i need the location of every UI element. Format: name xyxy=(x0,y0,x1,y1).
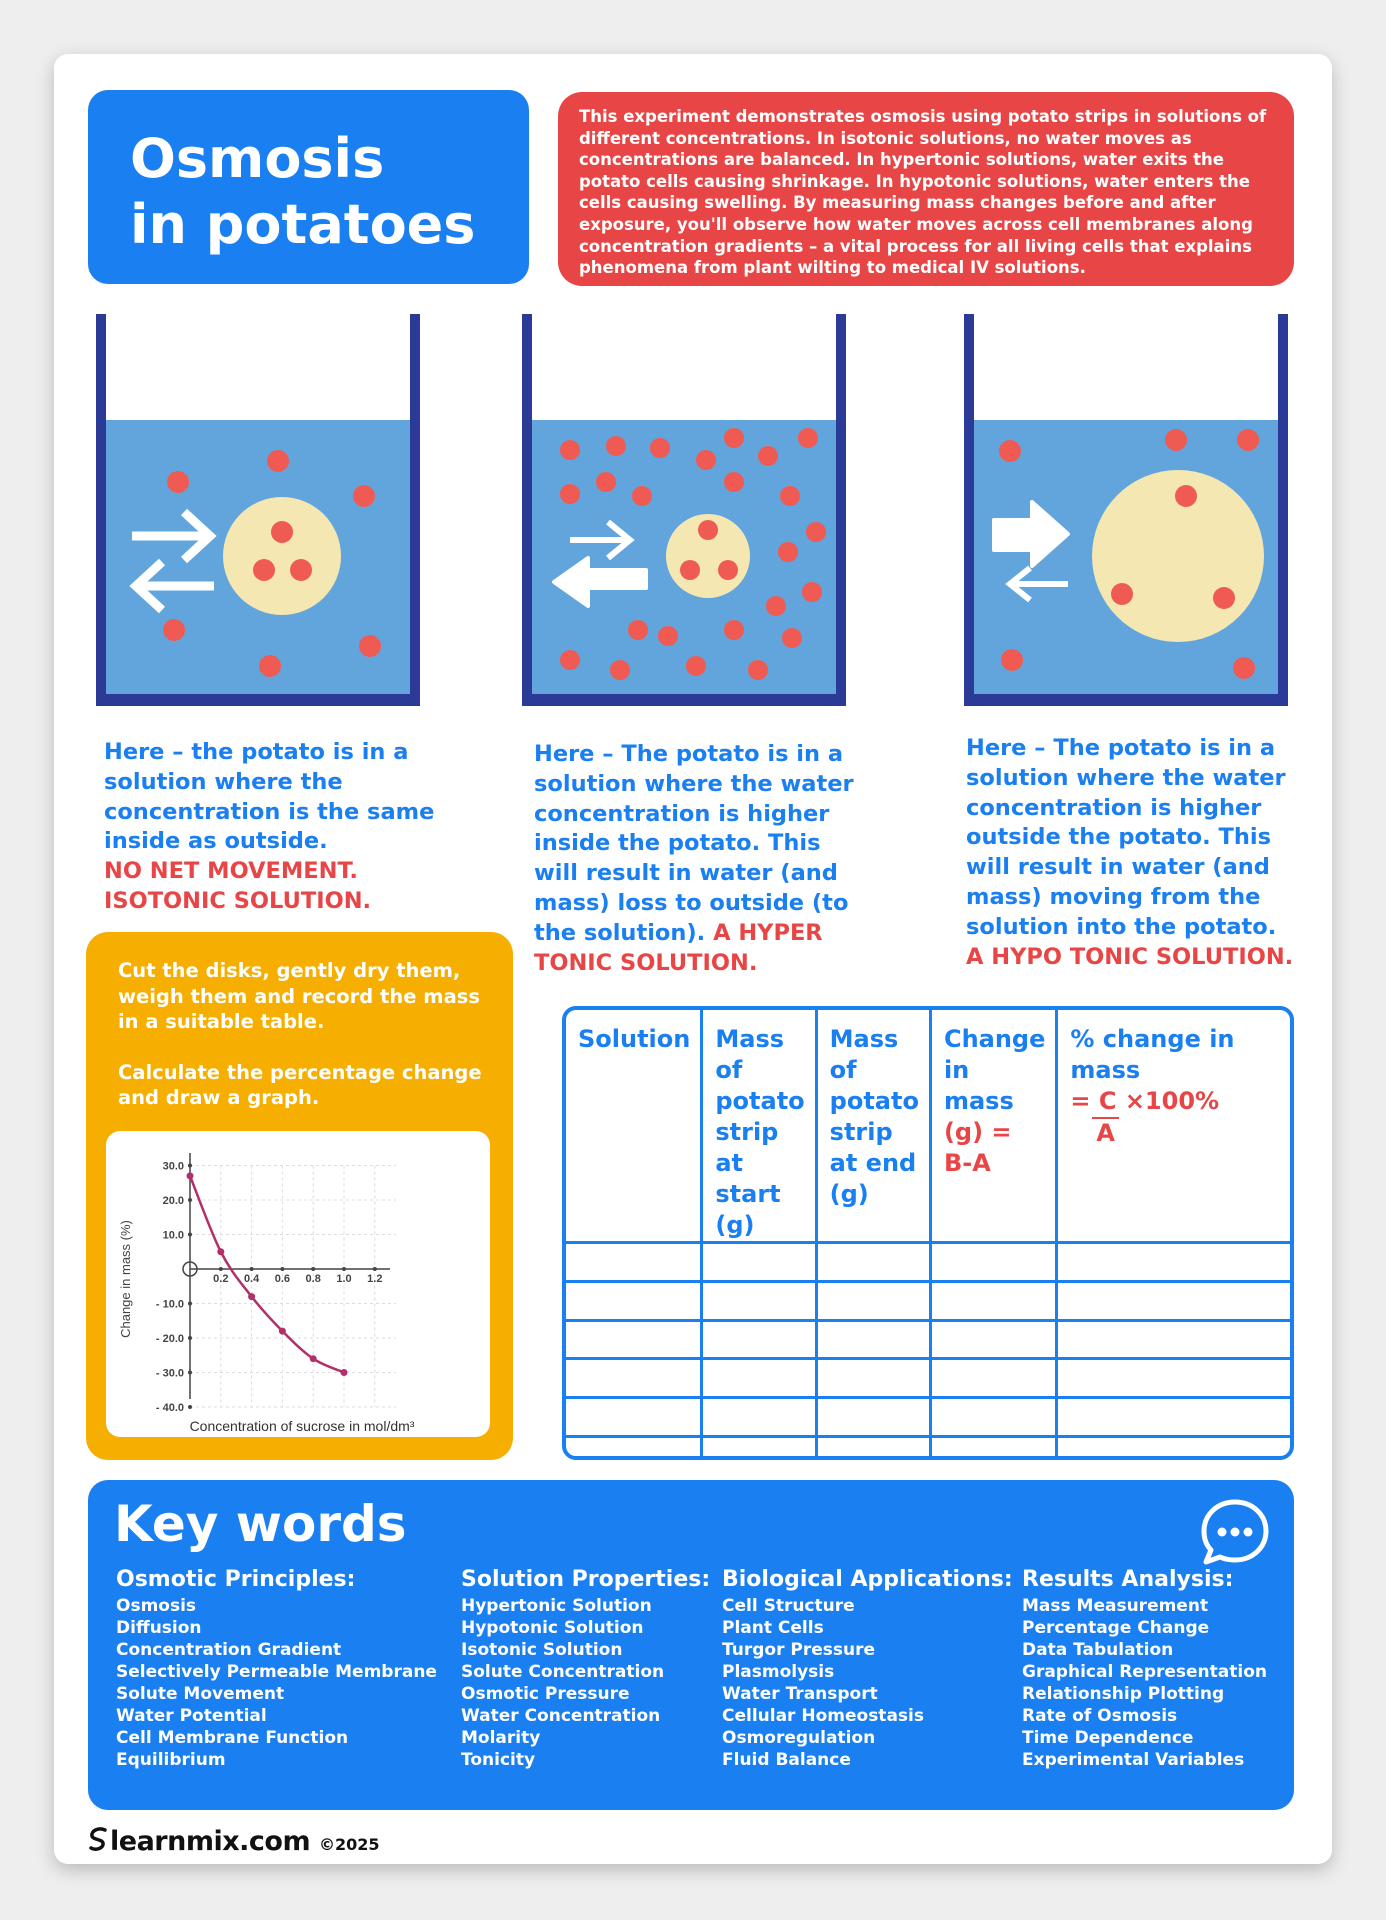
y-tick-label: 20.0 xyxy=(162,1195,184,1207)
caption-hypotonic-text: Here – The potato is in a solution where the water concentration is higher outside the potato. This will result in water (and mass) moving from the solution into the potato. xyxy=(966,735,1286,940)
x-tick-mark xyxy=(373,1267,377,1271)
y-tick-label: - 30.0 xyxy=(155,1367,184,1380)
copyright-text: ©2025 xyxy=(318,1835,380,1854)
x-tick-label: 1.2 xyxy=(367,1273,383,1285)
caption-isotonic-label: ISOTONIC SOLUTION. xyxy=(104,887,372,914)
column-title: Osmotic Principles: xyxy=(116,1567,356,1592)
keyword-item: Turgor Pressure xyxy=(722,1640,875,1660)
caption-isotonic-no-net: NO NET MOVEMENT. xyxy=(104,858,358,885)
y-tick-mark xyxy=(188,1233,192,1237)
keywords-column-biological xyxy=(722,1566,1013,1771)
header-solution xyxy=(566,1010,702,1243)
data-point xyxy=(217,1248,224,1255)
x-tick-label: 0.2 xyxy=(213,1273,229,1285)
caption-isotonic-text: Here – the potato is in a solution where the concentration is the same inside as outside. xyxy=(104,739,435,855)
caption-hypotonic-label: A HYPO TONIC SOLUTION. xyxy=(966,943,1294,970)
intro-box xyxy=(558,92,1294,286)
keyword-item: Concentration Gradient xyxy=(116,1640,342,1660)
graph-card xyxy=(106,1131,490,1437)
beaker-hypertonic-diagram xyxy=(522,314,846,706)
brand-name: learnmix.com xyxy=(110,1826,311,1857)
y-tick-label: 10.0 xyxy=(162,1229,184,1242)
keyword-item: Water Concentration xyxy=(461,1706,661,1726)
header-change-label: Change in mass xyxy=(943,1025,1046,1115)
table-row xyxy=(566,1398,1290,1437)
mass-change-chart xyxy=(106,1131,490,1437)
y-tick-labels xyxy=(156,1161,192,1415)
keyword-item: Percentage Change xyxy=(1022,1618,1210,1638)
header-mass-end xyxy=(816,1010,930,1243)
caption-hypotonic xyxy=(966,734,1306,972)
table-row xyxy=(566,1320,1290,1359)
keyword-item: Hypotonic Solution xyxy=(461,1618,644,1638)
keyword-item: Cell Membrane Function xyxy=(116,1728,349,1748)
y-tick-mark xyxy=(188,1405,192,1409)
header-percent-formula: = C ×100% xyxy=(1070,1087,1220,1115)
y-tick-label: - 40.0 xyxy=(155,1402,184,1414)
data-point xyxy=(187,1172,194,1179)
instructions-box xyxy=(86,932,513,1460)
table-header-row xyxy=(566,1010,1290,1243)
keyword-item: Hypertonic Solution xyxy=(461,1596,652,1616)
results-table xyxy=(562,1006,1294,1460)
table-row xyxy=(566,1281,1290,1320)
header-mass-end-label: Mass of potato strip at end (g) xyxy=(829,1025,919,1208)
column-title: Results Analysis: xyxy=(1022,1567,1234,1592)
header-change-in-mass xyxy=(930,1010,1056,1243)
keywords-column-solution xyxy=(461,1566,710,1771)
beaker-hypotonic-diagram xyxy=(964,314,1288,706)
y-tick-mark xyxy=(188,1371,192,1375)
caption-hypertonic-text: Here – The potato is in a solution where the water concentration is higher inside the potato. This will result in water (and mass) loss to outside (to the solution). xyxy=(534,741,854,946)
intro-text: This experiment demonstrates osmosis using potato strips in solutions of different concentrations. In isotonic solutions, no water moves as concentrations are balanced. In hypertonic solutions, water exits the potato cells causing shrinkage. In hypotonic solutions, water enters the cells causing swelling. By measuring mass changes before and after exposure, you'll observe how water moves across cell membranes along concentration gradients – a vital process for all living cells that explains phenomena from plant wilting to medical IV solutions. xyxy=(579,107,1267,278)
caption-hypertonic xyxy=(534,740,864,978)
speech-bubble-icon xyxy=(1200,1498,1270,1566)
table-row xyxy=(566,1437,1290,1456)
key-words-heading: Key words xyxy=(114,1495,407,1553)
instructions-step-2: Calculate the percentage change and draw a graph. xyxy=(118,1060,482,1110)
y-tick-mark xyxy=(188,1336,192,1340)
chart-grid xyxy=(190,1166,396,1408)
data-point xyxy=(341,1369,348,1376)
data-point xyxy=(248,1293,255,1300)
y-tick-label: 30.0 xyxy=(162,1160,184,1173)
y-tick-label: - 20.0 xyxy=(155,1333,184,1345)
key-words-panel xyxy=(88,1480,1294,1810)
keyword-item: Isotonic Solution xyxy=(461,1640,623,1660)
data-points xyxy=(187,1172,348,1376)
keyword-item: Data Tabulation xyxy=(1022,1640,1174,1660)
y-axis-label: Change in mass (%) xyxy=(118,1220,133,1338)
keyword-item: Solute Concentration xyxy=(461,1662,665,1682)
header-percent-denominator: A xyxy=(1092,1117,1119,1147)
keyword-item: Equilibrium xyxy=(116,1750,226,1770)
x-tick-mark xyxy=(280,1267,284,1271)
keyword-item: Osmotic Pressure xyxy=(461,1684,630,1704)
keyword-item: Mass Measurement xyxy=(1022,1596,1209,1616)
potato-disk xyxy=(223,497,341,615)
keyword-item: Molarity xyxy=(461,1728,541,1748)
keyword-item: Tonicity xyxy=(461,1750,536,1770)
keyword-item: Graphical Representation xyxy=(1022,1662,1267,1682)
header-change-formula: (g) = B-A xyxy=(943,1118,1012,1177)
x-tick-mark xyxy=(219,1267,223,1271)
keywords-column-results xyxy=(1022,1566,1267,1771)
x-tick-mark xyxy=(342,1267,346,1271)
x-axis-label: Concentration of sucrose in mol/dm³ xyxy=(189,1418,415,1434)
page-title: Osmosis in potatoes xyxy=(130,127,476,256)
title-box xyxy=(88,90,529,284)
keyword-item: Water Transport xyxy=(722,1684,878,1704)
keyword-item: Relationship Plotting xyxy=(1022,1684,1225,1704)
x-tick-mark xyxy=(311,1267,315,1271)
keyword-item: Water Potential xyxy=(116,1706,267,1726)
caption-hypertonic-label: A HYPER TONIC SOLUTION. xyxy=(534,919,823,976)
x-tick-label: 1.0 xyxy=(336,1273,352,1285)
keyword-item: Experimental Variables xyxy=(1022,1750,1245,1770)
keyword-item: Time Dependence xyxy=(1022,1728,1194,1748)
y-tick-mark xyxy=(188,1302,192,1306)
instructions-step-1: Cut the disks, gently dry them, weigh them and record the mass in a suitable table. xyxy=(118,959,480,1034)
x-tick-label: 0.8 xyxy=(305,1273,321,1285)
keyword-item: Plant Cells xyxy=(722,1618,824,1638)
data-point xyxy=(310,1355,317,1362)
keywords-column-osmotic xyxy=(116,1566,437,1771)
y-tick-mark xyxy=(188,1164,192,1168)
keyword-item: Fluid Balance xyxy=(722,1750,851,1770)
keyword-item: Rate of Osmosis xyxy=(1022,1706,1178,1726)
column-title: Biological Applications: xyxy=(722,1567,1013,1592)
table-row xyxy=(566,1243,1290,1282)
table-row xyxy=(566,1359,1290,1398)
keyword-item: Plasmolysis xyxy=(722,1662,835,1682)
keyword-item: Cellular Homeostasis xyxy=(722,1706,924,1726)
keyword-item: Diffusion xyxy=(116,1618,202,1638)
x-tick-label: 0.6 xyxy=(274,1273,291,1285)
y-tick-label: - 10.0 xyxy=(155,1298,184,1311)
x-tick-mark xyxy=(250,1267,254,1271)
header-percent-label: % change in mass xyxy=(1070,1025,1235,1084)
data-point xyxy=(279,1328,286,1335)
keyword-item: Selectively Permeable Membrane xyxy=(116,1662,437,1682)
header-percent-change xyxy=(1057,1010,1290,1243)
beaker-isotonic-diagram xyxy=(96,314,420,706)
keyword-item: Osmosis xyxy=(116,1596,197,1616)
keyword-item: Cell Structure xyxy=(722,1596,855,1616)
keyword-item: Osmoregulation xyxy=(722,1728,876,1748)
brand-footer xyxy=(88,1826,380,1857)
x-tick-label: 0.4 xyxy=(243,1273,260,1285)
header-solution-label: Solution xyxy=(578,1025,691,1053)
learnmix-logo-icon xyxy=(88,1826,110,1854)
instructions-text xyxy=(118,958,498,1111)
column-title: Solution Properties: xyxy=(461,1567,711,1592)
caption-isotonic xyxy=(104,738,484,917)
y-tick-mark xyxy=(188,1198,192,1202)
header-mass-start-label: Mass of potato strip at start (g) xyxy=(715,1025,805,1239)
header-mass-start xyxy=(702,1010,816,1243)
keyword-item: Solute Movement xyxy=(116,1684,285,1704)
